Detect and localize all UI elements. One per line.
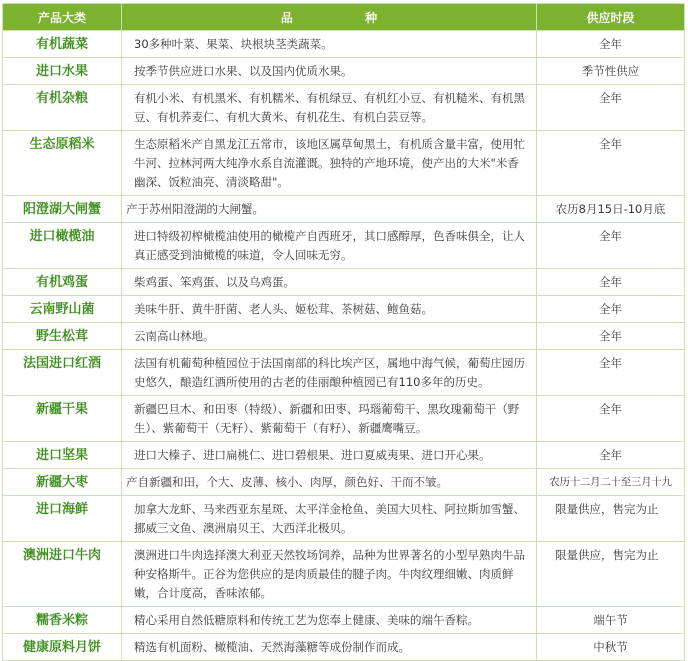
table-row [3, 131, 685, 196]
product-table-container [2, 3, 684, 661]
period-cell: 全年 [537, 85, 685, 131]
description-cell: 柴鸡蛋、笨鸡蛋、以及乌鸡蛋。 [122, 269, 537, 296]
table-row [3, 350, 685, 396]
table-header-row [3, 4, 685, 31]
period-cell: 限量供应，售完为止 [537, 496, 685, 542]
category-cell: 阳澄湖大闸蟹 [3, 196, 122, 223]
category-cell: 进口坚果 [3, 442, 122, 469]
header-supply-period: 供应时段 [537, 4, 685, 31]
category-cell: 新疆干果 [3, 396, 122, 442]
table-row [3, 31, 685, 58]
period-cell: 季节性供应 [537, 58, 685, 85]
description-cell: 澳洲进口牛肉选择澳大利亚天然牧场饲养，品种为世界著名的小型早熟肉牛品种安格斯牛。正谷为您供应的是肉质最佳的腱子肉。牛肉纹理细嫩、肉质鲜嫩，合计度高，香味浓郁。 [122, 542, 537, 607]
table-row [3, 85, 685, 131]
description-cell: 精心采用自然低糖原料和传统工艺为您奉上健康、美味的端午香粽。 [122, 607, 537, 634]
table-row [3, 269, 685, 296]
category-cell: 法国进口红酒 [3, 350, 122, 396]
description-cell: 进口特级初榨橄榄油使用的橄榄产自西班牙，其口感醇厚，色香味俱全，让人真正感受到油橄榄的味道，令人回味无穷。 [122, 223, 537, 269]
description-cell: 产自新疆和田，个大、皮薄、核小、肉厚，颜色好、干而不皱。 [122, 469, 537, 496]
description-cell: 法国有机葡萄种植园位于法国南部的科比埃产区，属地中海气候，葡萄庄园历史悠久，酿造红酒所使用的古老的佳丽酿种植园已有110多年的历史。 [122, 350, 537, 396]
period-cell: 端午节 [537, 607, 685, 634]
category-cell: 新疆大枣 [3, 469, 122, 496]
table-row [3, 442, 685, 469]
category-cell: 生态原稻米 [3, 131, 122, 196]
table-row [3, 542, 685, 607]
category-cell: 野生松茸 [3, 323, 122, 350]
product-supply-table [2, 3, 685, 661]
period-cell: 限量供应，售完为止 [537, 542, 685, 607]
table-row [3, 223, 685, 269]
table-row [3, 323, 685, 350]
period-cell: 全年 [537, 223, 685, 269]
description-cell: 美味牛肝、黄牛肝菌、老人头、姬松茸、茶树菇、鲍鱼菇。 [122, 296, 537, 323]
table-row [3, 634, 685, 661]
period-cell: 全年 [537, 442, 685, 469]
period-cell: 全年 [537, 269, 685, 296]
period-cell: 全年 [537, 296, 685, 323]
description-cell: 有机小米、有机黑米、有机糯米、有机绿豆、有机红小豆、有机糙米、有机黑豆、有机荞麦仁、有机大黄米、有机花生、有机白芸豆等。 [122, 85, 537, 131]
category-cell: 有机鸡蛋 [3, 269, 122, 296]
table-row [3, 469, 685, 496]
category-cell: 云南野山菌 [3, 296, 122, 323]
table-row [3, 396, 685, 442]
period-cell: 农历十二月二十至三月十九 [537, 469, 685, 496]
table-row [3, 496, 685, 542]
description-cell: 按季节供应进口水果、以及国内优质水果。 [122, 58, 537, 85]
category-cell: 进口橄榄油 [3, 223, 122, 269]
header-variety: 品 种 [122, 4, 537, 31]
category-cell: 健康原料月饼 [3, 634, 122, 661]
category-cell: 澳洲进口牛肉 [3, 542, 122, 607]
category-cell: 有机蔬菜 [3, 31, 122, 58]
category-cell: 进口水果 [3, 58, 122, 85]
table-row [3, 296, 685, 323]
category-cell: 进口海鲜 [3, 496, 122, 542]
description-cell: 进口大榛子、进口扁桃仁、进口碧根果、进口夏威夷果、进口开心果。 [122, 442, 537, 469]
table-row [3, 58, 685, 85]
description-cell: 新疆巴旦木、和田枣（特级）、新疆和田枣、玛瑙葡萄干、黑玫瑰葡萄干（野生）、紫葡萄干（无籽）、紫葡萄干（有籽）、新疆鹰嘴豆。 [122, 396, 537, 442]
period-cell: 全年 [537, 396, 685, 442]
period-cell: 中秋节 [537, 634, 685, 661]
period-cell: 农历8月15日-10月底 [537, 196, 685, 223]
description-cell: 云南高山林地。 [122, 323, 537, 350]
description-cell: 30多种叶菜、果菜、块根块茎类蔬菜。 [122, 31, 537, 58]
period-cell: 全年 [537, 350, 685, 396]
description-cell: 精选有机面粉、橄榄油、天然海藻糖等成份制作而成。 [122, 634, 537, 661]
period-cell: 全年 [537, 323, 685, 350]
period-cell: 全年 [537, 131, 685, 196]
header-category: 产品大类 [3, 4, 122, 31]
description-cell: 加拿大龙虾、马来西亚东星斑、太平洋金枪鱼、美国大贝柱、阿拉斯加雪蟹、挪威三文鱼、澳洲扇贝王、大西洋北极贝。 [122, 496, 537, 542]
period-cell: 全年 [537, 31, 685, 58]
table-row [3, 196, 685, 223]
category-cell: 有机杂粮 [3, 85, 122, 131]
description-cell: 产于苏州阳澄湖的大闸蟹。 [122, 196, 537, 223]
description-cell: 生态原稻米产自黑龙江五常市，该地区属草甸黑土，有机质含量丰富，使用牤牛河、拉林河两大纯净水系自流灌溉。独特的产地环境，使产出的大米"米香幽深、饭粒油亮、清淡略甜"。 [122, 131, 537, 196]
table-row [3, 607, 685, 634]
category-cell: 糯香米粽 [3, 607, 122, 634]
